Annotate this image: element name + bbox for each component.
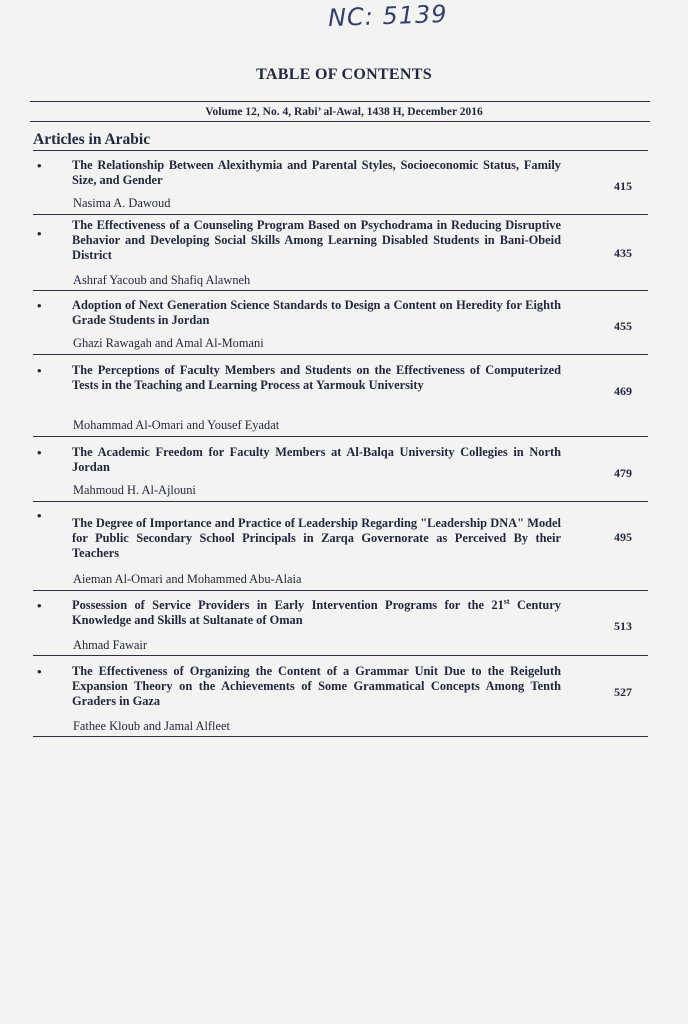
volume-line: Volume 12, No. 4, Rabi’ al-Awal, 1438 H, December 2016 [205,106,483,118]
page-title: TABLE OF CONTENTS [256,66,432,83]
entry-separator [33,590,648,591]
bullet-icon: • [37,226,42,241]
article-title: The Effectiveness of a Counseling Program Based on Psychodrama in Reducing Disruptive Behavior and Developing Social Skills Among Learning Disabled Students in Bani-Obeid District [72,218,561,262]
bullet-icon: • [37,445,42,460]
page-number: 415 [614,179,632,193]
article-title: The Relationship Between Alexithymia and Parental Styles, Socioeconomic Status, Family Size, and Gender [72,158,561,187]
section-rule [33,150,648,151]
bullet-icon: • [37,598,42,613]
bullet-icon: • [37,158,42,173]
article-authors: Mahmoud H. Al-Ajlouni [73,483,196,497]
article-authors: Ghazi Rawagah and Amal Al-Momani [73,336,264,350]
bullet-icon: • [37,508,42,523]
article-authors: Mohammad Al-Omari and Yousef Eyadat [73,418,280,432]
page-number: 435 [614,246,632,260]
article-authors: Nasima A. Dawoud [73,196,171,210]
page-number: 479 [614,466,632,480]
article-title: Adoption of Next Generation Science Standards to Design a Content on Heredity for Eighth Grade Students in Jordan [72,298,561,327]
page-number: 527 [614,685,632,699]
entry-separator [33,290,648,291]
article-title: The Degree of Importance and Practice of Leadership Regarding "Leadership DNA" Model for Public Secondary School Principals in Zarqa Governorate as Perceived By their Teachers [72,516,561,560]
entry-separator [33,736,648,737]
page-number: 455 [614,319,632,333]
entry-separator [33,354,648,355]
page-number: 513 [614,619,632,633]
bullet-icon: • [37,363,42,378]
article-title: The Perceptions of Faculty Members and Students on the Effectiveness of Computerized Tests in the Teaching and Learning Process at Yarmouk University [72,363,561,392]
article-title: Possession of Service Providers in Early Intervention Programs for the 21st Century Knowledge and Skills at Sultanate of Oman [72,596,561,627]
page-number: 469 [614,384,632,398]
article-authors: Aieman Al-Omari and Mohammed Abu-Alaia [73,572,302,586]
entry-separator [33,655,648,656]
section-heading: Articles in Arabic [33,131,151,148]
entry-separator [33,501,648,502]
article-title: The Academic Freedom for Faculty Members at Al-Balqa University Collegies in North Jordan [72,445,561,474]
page-number: 495 [614,530,632,544]
article-title: The Effectiveness of Organizing the Content of a Grammar Unit Due to the Reigeluth Expansion Theory on the Achievements of Some Grammatical Concepts Among Tenth Graders in Gaza [72,664,561,708]
title-rule-top [30,101,650,102]
entry-separator [33,436,648,437]
article-authors: Ahmad Fawair [73,638,147,652]
article-authors: Ashraf Yacoub and Shafiq Alawneh [73,273,251,287]
title-rule-bottom [30,121,650,122]
bullet-icon: • [37,298,42,313]
handwritten-annotation: NC: 5139 [327,0,448,33]
entry-separator [33,214,648,215]
bullet-icon: • [37,664,42,679]
article-authors: Fathee Kloub and Jamal Alfleet [73,719,230,733]
